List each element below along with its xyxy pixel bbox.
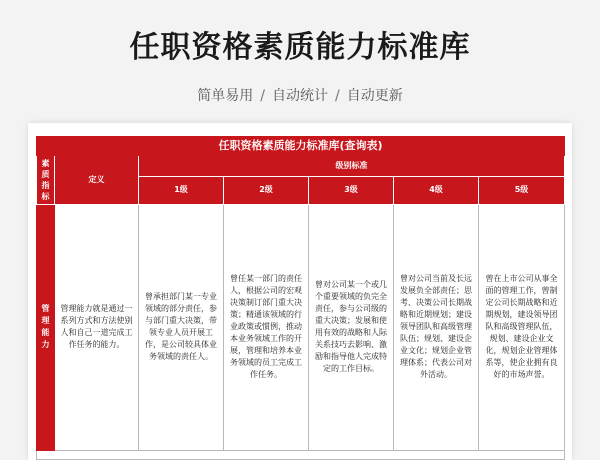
standards-table: [36, 136, 565, 460]
level-1-cell[interactable]: 曾承担部门某一专业领域的部分责任，参与部门重大决策，带领专业人员开展工作，是公司较具体业务领域的责任人。: [139, 204, 224, 451]
level-5-cell[interactable]: 曾在上市公司从事全面的管理工作，曾制定公司长期战略和近期规划，建设领导团队和高级管理队伍，规划、建设企业文化，规划企业管理体系等，使企业拥有良好的市场声誉。: [479, 204, 565, 451]
table-bottom-spacer: [37, 451, 565, 460]
level-2-cell[interactable]: 曾任某一部门的责任人，根据公司的宏观决策制订部门重大决策；精通该领域的行业政策或惯例，推动本业务领域工作的开展，管理和培养本业务领域的员工完成工作任务。: [224, 204, 309, 451]
page-subtitle: [0, 85, 600, 105]
page-title: 任职资格素质能力标准库: [129, 30, 471, 65]
level-3-header[interactable]: 3级: [309, 176, 394, 204]
level-2-header[interactable]: 2级: [224, 176, 309, 204]
level-3-cell[interactable]: 曾对公司某一个或几个重要领域的负完全责任，参与公司级的重大决策；发展和使用有效的战略和人际关系技巧去影响、激励和指导他人完成特定的工作目标。: [309, 204, 394, 451]
subtitle-item-stats: 自动统计: [272, 88, 328, 104]
level-4-cell[interactable]: 曾对公司当前及长远发展负全部责任；思考、决策公司长期战略和近期规划；建设领导团队和高级管理队伍；规划、建设企业文化；规划企业管理体系；代表公司对外活动。: [394, 204, 479, 451]
level-standard-header[interactable]: 级别标准: [139, 155, 565, 176]
level-1-header[interactable]: 1级: [139, 176, 224, 204]
indicator-cell[interactable]: 管理能力: [37, 204, 55, 451]
level-4-header[interactable]: 4级: [394, 176, 479, 204]
indicator-header[interactable]: 素质指标: [37, 155, 55, 204]
definition-cell[interactable]: 管理能力就是通过一系列方式和方法使别人和自己一道完成工作任务的能力。: [55, 204, 139, 451]
sheet-title: 任职资格素质能力标准库(查询表): [37, 137, 565, 156]
subtitle-separator: /: [260, 88, 265, 104]
subtitle-item-easy: 简单易用: [197, 88, 254, 104]
subtitle-separator: /: [335, 88, 340, 104]
spreadsheet-card: [28, 123, 572, 460]
subtitle-item-update: 自动更新: [346, 88, 403, 104]
definition-header[interactable]: 定义: [55, 155, 139, 204]
level-5-header[interactable]: 5级: [479, 176, 565, 204]
